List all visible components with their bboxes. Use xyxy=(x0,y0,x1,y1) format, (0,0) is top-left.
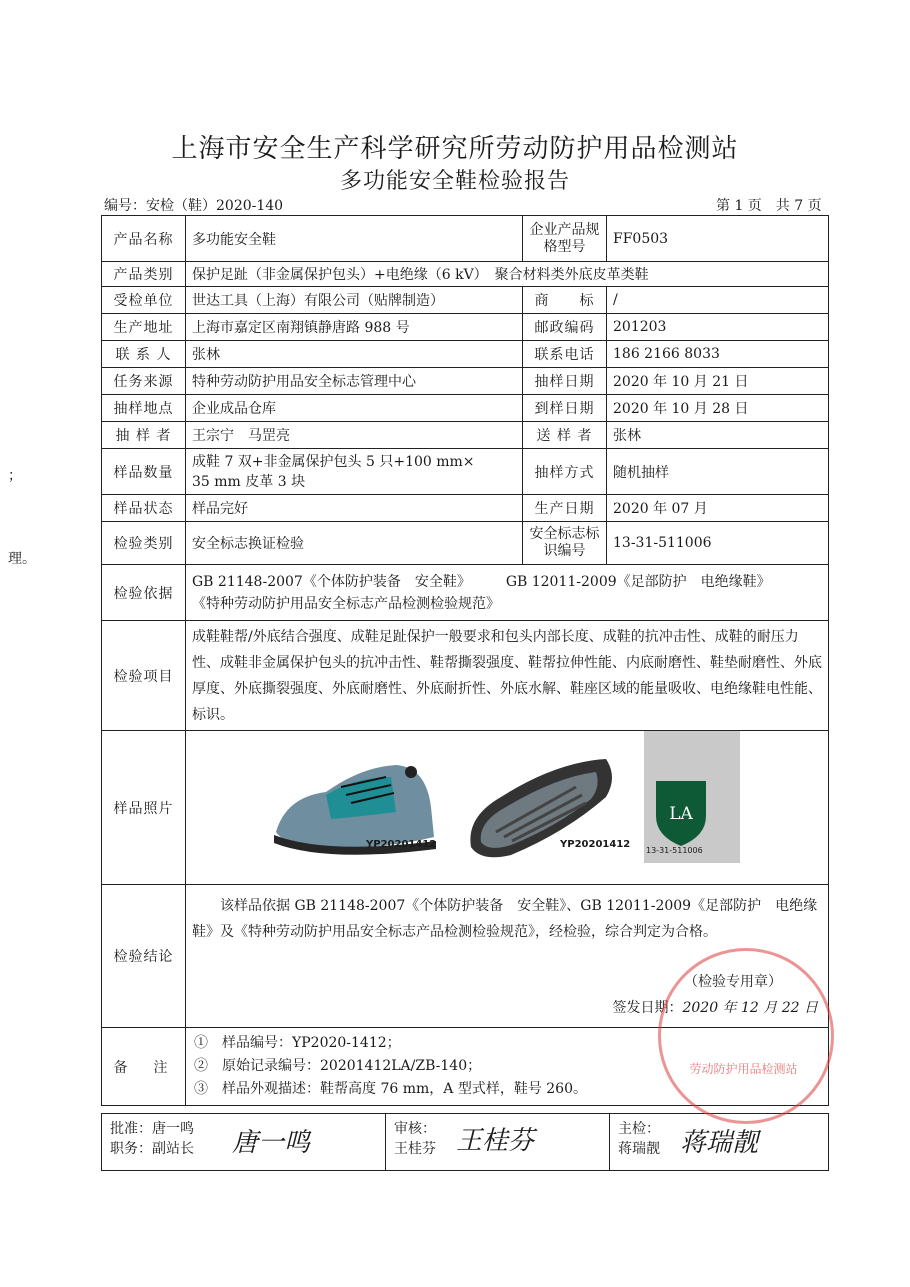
field-label: 样品状态 xyxy=(102,495,186,522)
official-seal xyxy=(658,948,834,1124)
reviewer-label: 审核： xyxy=(394,1121,436,1137)
field-value: 2020 年 07 月 xyxy=(607,495,829,522)
table-row xyxy=(102,341,829,368)
margin-mark: 理。 xyxy=(8,551,36,567)
field-label: 抽 样 者 xyxy=(102,422,186,449)
field-label: 产品类别 xyxy=(102,262,186,287)
table-row xyxy=(102,621,829,731)
field-label: 生产日期 xyxy=(523,495,607,522)
photo-cell xyxy=(186,731,829,885)
table-row xyxy=(102,449,829,495)
org-title: 上海市安全生产科学研究所劳动防护用品检测站 xyxy=(171,134,739,164)
field-label: 产品名称 xyxy=(102,216,186,262)
field-label: 抽样日期 xyxy=(523,368,607,395)
table-row xyxy=(102,522,829,565)
field-label: 检验结论 xyxy=(102,885,186,1028)
reviewer-cell xyxy=(386,1114,610,1171)
table-row xyxy=(102,422,829,449)
field-value: 2020 年 10 月 21 日 xyxy=(607,368,829,395)
field-value: 特种劳动防护用品安全标志管理中心 xyxy=(186,368,523,395)
field-label: 检验依据 xyxy=(102,565,186,621)
field-value: 安全标志换证检验 xyxy=(186,522,523,565)
reviewer-name: 王桂芬 xyxy=(394,1141,436,1157)
field-value: 多功能安全鞋 xyxy=(186,216,523,262)
field-value: 王宗宁 马罡亮 xyxy=(186,422,523,449)
field-value xyxy=(186,449,523,495)
field-label: 邮政编码 xyxy=(523,314,607,341)
la-shield-icon xyxy=(644,731,740,863)
field-value: / xyxy=(607,287,829,314)
field-label: 受检单位 xyxy=(102,287,186,314)
page-info: 第 1 页 共 7 页 xyxy=(716,198,822,214)
field-label: 生产地址 xyxy=(102,314,186,341)
inspector-label: 主检： xyxy=(618,1121,660,1137)
margin-mark: ； xyxy=(8,468,22,484)
field-value xyxy=(186,565,829,621)
field-value: 世达工具（上海）有限公司（贴牌制造） xyxy=(186,287,523,314)
photo-caption: YP20201412 xyxy=(560,839,631,850)
field-value: 13-31-511006 xyxy=(607,522,829,565)
field-value: 样品完好 xyxy=(186,495,523,522)
field-label: 商 标 xyxy=(523,287,607,314)
field-value: 201203 xyxy=(607,314,829,341)
remark-item: ③ 样品外观描述：鞋帮高度 76 mm，A 型式样，鞋号 260。 xyxy=(194,1081,587,1097)
inspector-signature: 蒋瑞靓 xyxy=(680,1128,759,1158)
approver-title: 职务：副站长 xyxy=(110,1141,194,1157)
table-row xyxy=(102,287,829,314)
logo-text: LA xyxy=(669,804,693,824)
table-row xyxy=(102,368,829,395)
basis-line: 《特种劳动防护用品安全标志产品检测检验规范》 xyxy=(192,595,500,612)
remark-item: ① 样品编号：YP2020-1412； xyxy=(194,1035,401,1051)
table-row xyxy=(102,216,829,262)
field-value: 上海市嘉定区南翔镇静唐路 988 号 xyxy=(186,314,523,341)
table-row xyxy=(102,314,829,341)
field-label: 抽样地点 xyxy=(102,395,186,422)
field-value: FF0503 xyxy=(607,216,829,262)
inspector-name: 蒋瑞靓 xyxy=(618,1141,660,1157)
approver-signature: 唐一鸣 xyxy=(232,1128,311,1158)
logo-code: 13-31-511006 xyxy=(646,846,703,855)
table-row xyxy=(102,731,829,885)
field-label: 联 系 人 xyxy=(102,341,186,368)
table-row xyxy=(102,262,829,287)
sample-qty-line: 成鞋 7 双+非金属保护包头 5 只+100 mm× xyxy=(192,453,475,470)
report-title: 多功能安全鞋检验报告 xyxy=(339,169,570,194)
field-value: 随机抽样 xyxy=(607,449,829,495)
field-label: 送 样 者 xyxy=(523,422,607,449)
field-label: 企业产品规格型号 xyxy=(523,216,607,262)
remark-item: ② 原始记录编号：20201412LA/ZB-140； xyxy=(194,1058,482,1074)
field-value: 张林 xyxy=(186,341,523,368)
field-label: 安全标志标识编号 xyxy=(523,522,607,565)
approver-cell xyxy=(102,1114,386,1171)
field-label: 检验类别 xyxy=(102,522,186,565)
field-value: 张林 xyxy=(607,422,829,449)
report-number: 编号：安检（鞋）2020-140 xyxy=(104,198,284,214)
field-label: 任务来源 xyxy=(102,368,186,395)
approver-label: 批准：唐一鸣 xyxy=(110,1121,194,1137)
sample-qty-line: 35 mm 皮革 3 块 xyxy=(192,473,306,490)
field-label: 备 注 xyxy=(102,1028,186,1106)
field-value: 保护足趾（非金属保护包头）+电绝缘（6 kV） 聚合材料类外底皮革类鞋 xyxy=(186,262,829,287)
field-label: 抽样方式 xyxy=(523,449,607,495)
sign-date: 2020 年 12 月 22 日 xyxy=(682,1000,818,1016)
safety-label-photo xyxy=(644,731,740,863)
seal-text: 劳动防护用品检测站 xyxy=(689,1062,798,1076)
field-label: 样品照片 xyxy=(102,731,186,885)
field-value: 186 2166 8033 xyxy=(607,341,829,368)
reviewer-signature: 王桂芬 xyxy=(456,1126,535,1156)
field-label: 联系电话 xyxy=(523,341,607,368)
field-label: 到样日期 xyxy=(523,395,607,422)
signature-table xyxy=(101,1113,829,1171)
table-row xyxy=(102,495,829,522)
basis-line: GB 21148-2007《个体防护装备 安全鞋》 GB 12011-2009《足部防护 电绝缘鞋》 xyxy=(192,573,771,590)
field-label: 检验项目 xyxy=(102,621,186,731)
field-value: 企业成品仓库 xyxy=(186,395,523,422)
stamp-note: （检验专用章） xyxy=(684,974,782,990)
inspector-cell xyxy=(610,1114,829,1171)
table-row xyxy=(102,395,829,422)
field-value: 2020 年 10 月 28 日 xyxy=(607,395,829,422)
table-row xyxy=(102,1114,829,1171)
table-row xyxy=(102,565,829,621)
field-label: 样品数量 xyxy=(102,449,186,495)
conclusion-text: 该样品依据 GB 21148-2007《个体防护装备 安全鞋》、GB 12011-2009《足部防护 电绝缘鞋》及《特种劳动防护用品安全标志产品检测检验规范》，经检验，综合判定为合格。 xyxy=(192,898,818,940)
sign-date-label: 签发日期： xyxy=(612,1000,683,1016)
field-value: 成鞋鞋帮/外底结合强度、成鞋足趾保护一般要求和包头内部长度、成鞋的抗冲击性、成鞋的耐压力性、成鞋非金属保护包头的抗冲击性、鞋帮撕裂强度、鞋帮拉伸性能、内底耐磨性、鞋垫耐磨性、外底厚度、外底撕裂强度、外底耐磨性、外底耐折性、外底水解、鞋座区域的能量吸收、电绝缘鞋电性能、标识。 xyxy=(186,621,829,731)
photo-caption: YP20201412 xyxy=(366,839,437,850)
